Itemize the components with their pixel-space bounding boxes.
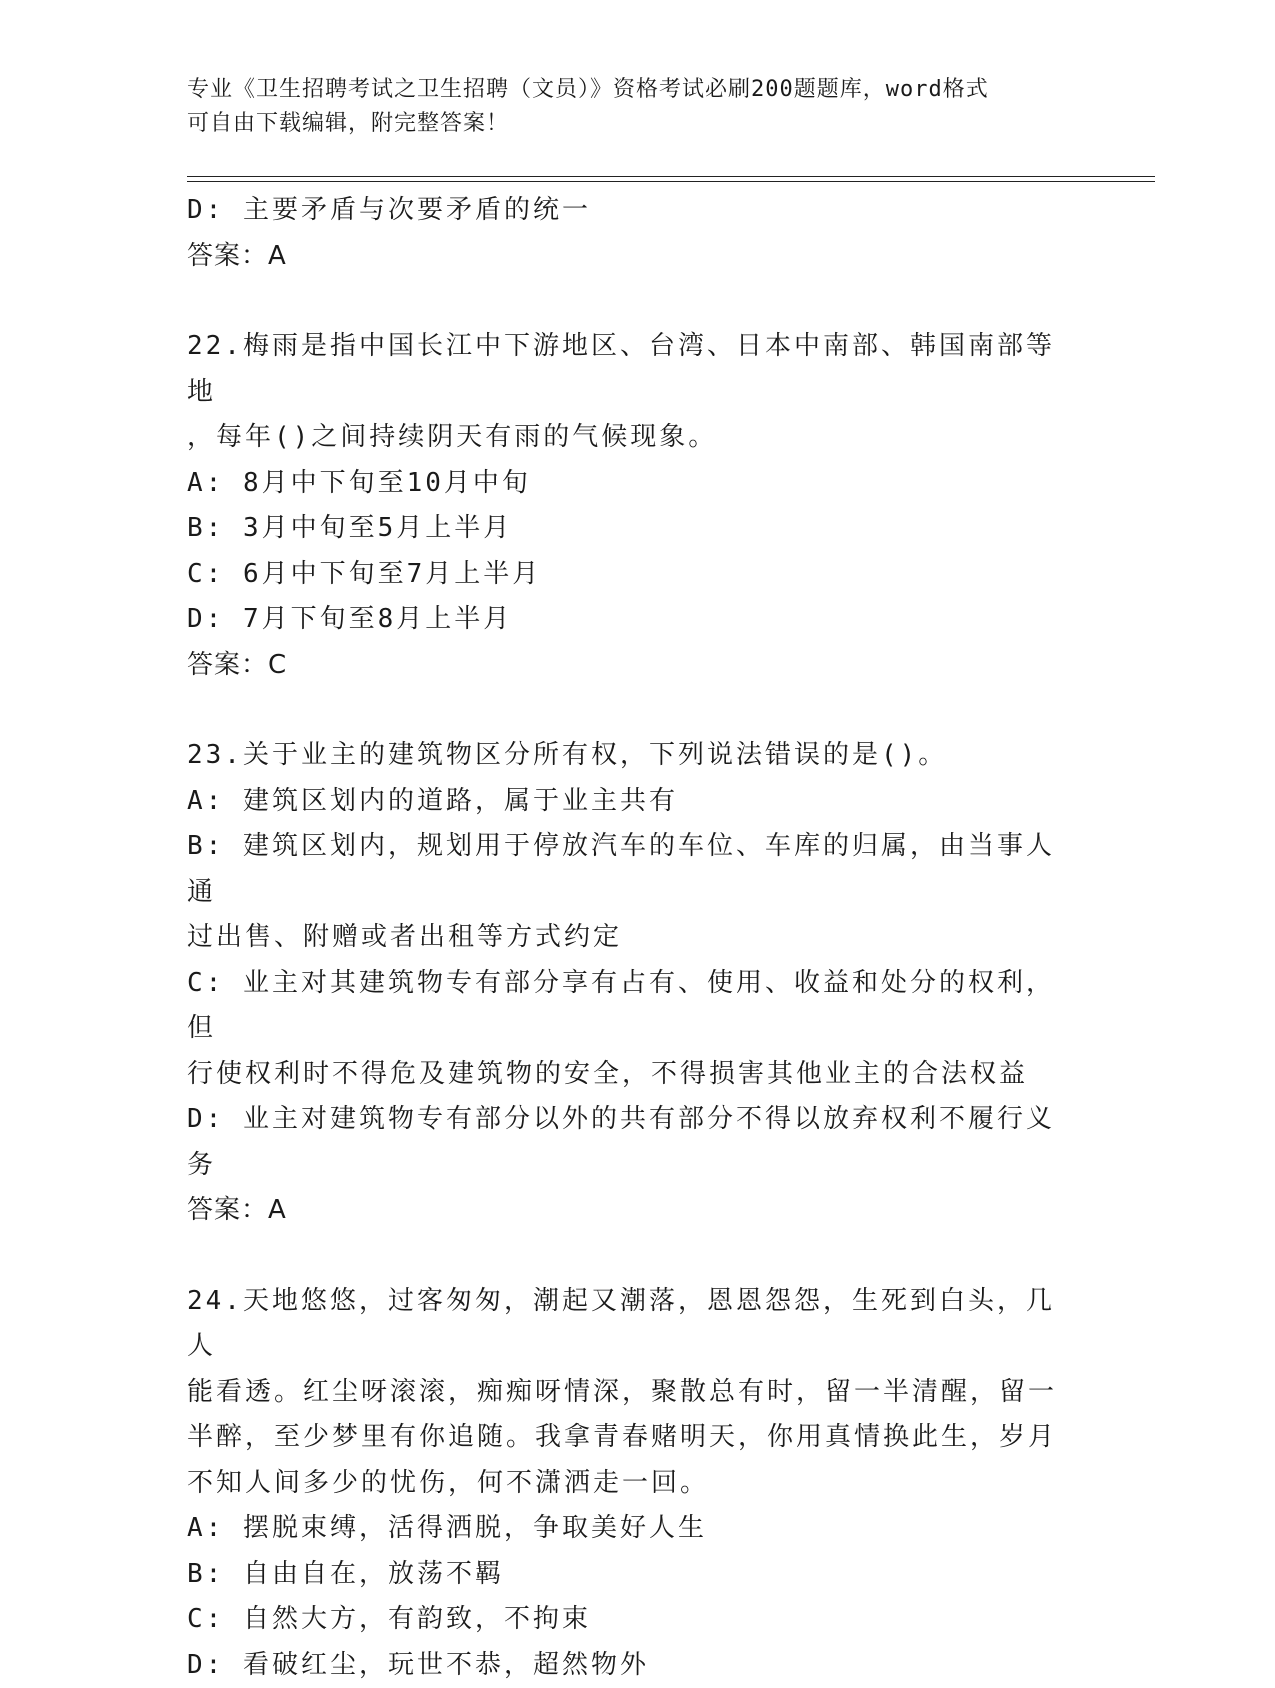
- q21-option-d: D: 主要矛盾与次要矛盾的统一: [187, 188, 1077, 234]
- q22-answer: 答案：C: [187, 643, 1077, 689]
- q24-option-b: B: 自由自在，放荡不羁: [187, 1552, 1077, 1598]
- q22-stem-line-2: ，每年()之间持续阴天有雨的气候现象。: [187, 415, 1077, 461]
- q23-stem: 23.关于业主的建筑物区分所有权，下列说法错误的是()。: [187, 733, 1077, 779]
- document-header: [187, 73, 1067, 141]
- q22-stem-line-1: 22.梅雨是指中国长江中下游地区、台湾、日本中南部、韩国南部等地: [187, 324, 1077, 415]
- q24-option-a: A: 摆脱束缚，活得洒脱，争取美好人生: [187, 1506, 1077, 1552]
- question-spacer: [187, 1234, 1077, 1279]
- q22-option-c: C: 6月中下旬至7月上半月: [187, 552, 1077, 598]
- header-rule-top: [187, 176, 1155, 177]
- q24-stem-line-4: 不知人间多少的忧伤，何不潇洒走一回。: [187, 1461, 1077, 1507]
- question-spacer: [187, 688, 1077, 733]
- q22-option-a: A: 8月中下旬至10月中旬: [187, 461, 1077, 507]
- q23-answer: 答案：A: [187, 1188, 1077, 1234]
- q23-option-d: D: 业主对建筑物专有部分以外的共有部分不得以放弃权利不履行义务: [187, 1097, 1077, 1188]
- q23-option-b-line-2: 过出售、附赠或者出租等方式约定: [187, 915, 1077, 961]
- q24-stem-line-2: 能看透。红尘呀滚滚，痴痴呀情深，聚散总有时，留一半清醒，留一: [187, 1370, 1077, 1416]
- q23-option-c-line-2: 行使权利时不得危及建筑物的安全，不得损害其他业主的合法权益: [187, 1052, 1077, 1098]
- q24-option-d: D: 看破红尘，玩世不恭，超然物外: [187, 1643, 1077, 1688]
- question-content: [187, 188, 1077, 1688]
- q21-answer: 答案：A: [187, 234, 1077, 280]
- q23-option-b-line-1: B: 建筑区划内，规划用于停放汽车的车位、车库的归属，由当事人通: [187, 824, 1077, 915]
- header-line-1: 专业《卫生招聘考试之卫生招聘（文员）》资格考试必刷200题题库，word格式: [187, 73, 1067, 107]
- q22-option-d: D: 7月下旬至8月上半月: [187, 597, 1077, 643]
- q23-option-a: A: 建筑区划内的道路，属于业主共有: [187, 779, 1077, 825]
- question-spacer: [187, 279, 1077, 324]
- q22-option-b: B: 3月中旬至5月上半月: [187, 506, 1077, 552]
- header-line-2: 可自由下载编辑，附完整答案！: [187, 107, 1067, 141]
- header-rule-bottom: [187, 181, 1155, 182]
- q24-stem-line-1: 24.天地悠悠，过客匆匆，潮起又潮落，恩恩怨怨，生死到白头，几人: [187, 1279, 1077, 1370]
- q23-option-c-line-1: C: 业主对其建筑物专有部分享有占有、使用、收益和处分的权利，但: [187, 961, 1077, 1052]
- q24-option-c: C: 自然大方，有韵致，不拘束: [187, 1597, 1077, 1643]
- q24-stem-line-3: 半醉，至少梦里有你追随。我拿青春赌明天，你用真情换此生，岁月: [187, 1415, 1077, 1461]
